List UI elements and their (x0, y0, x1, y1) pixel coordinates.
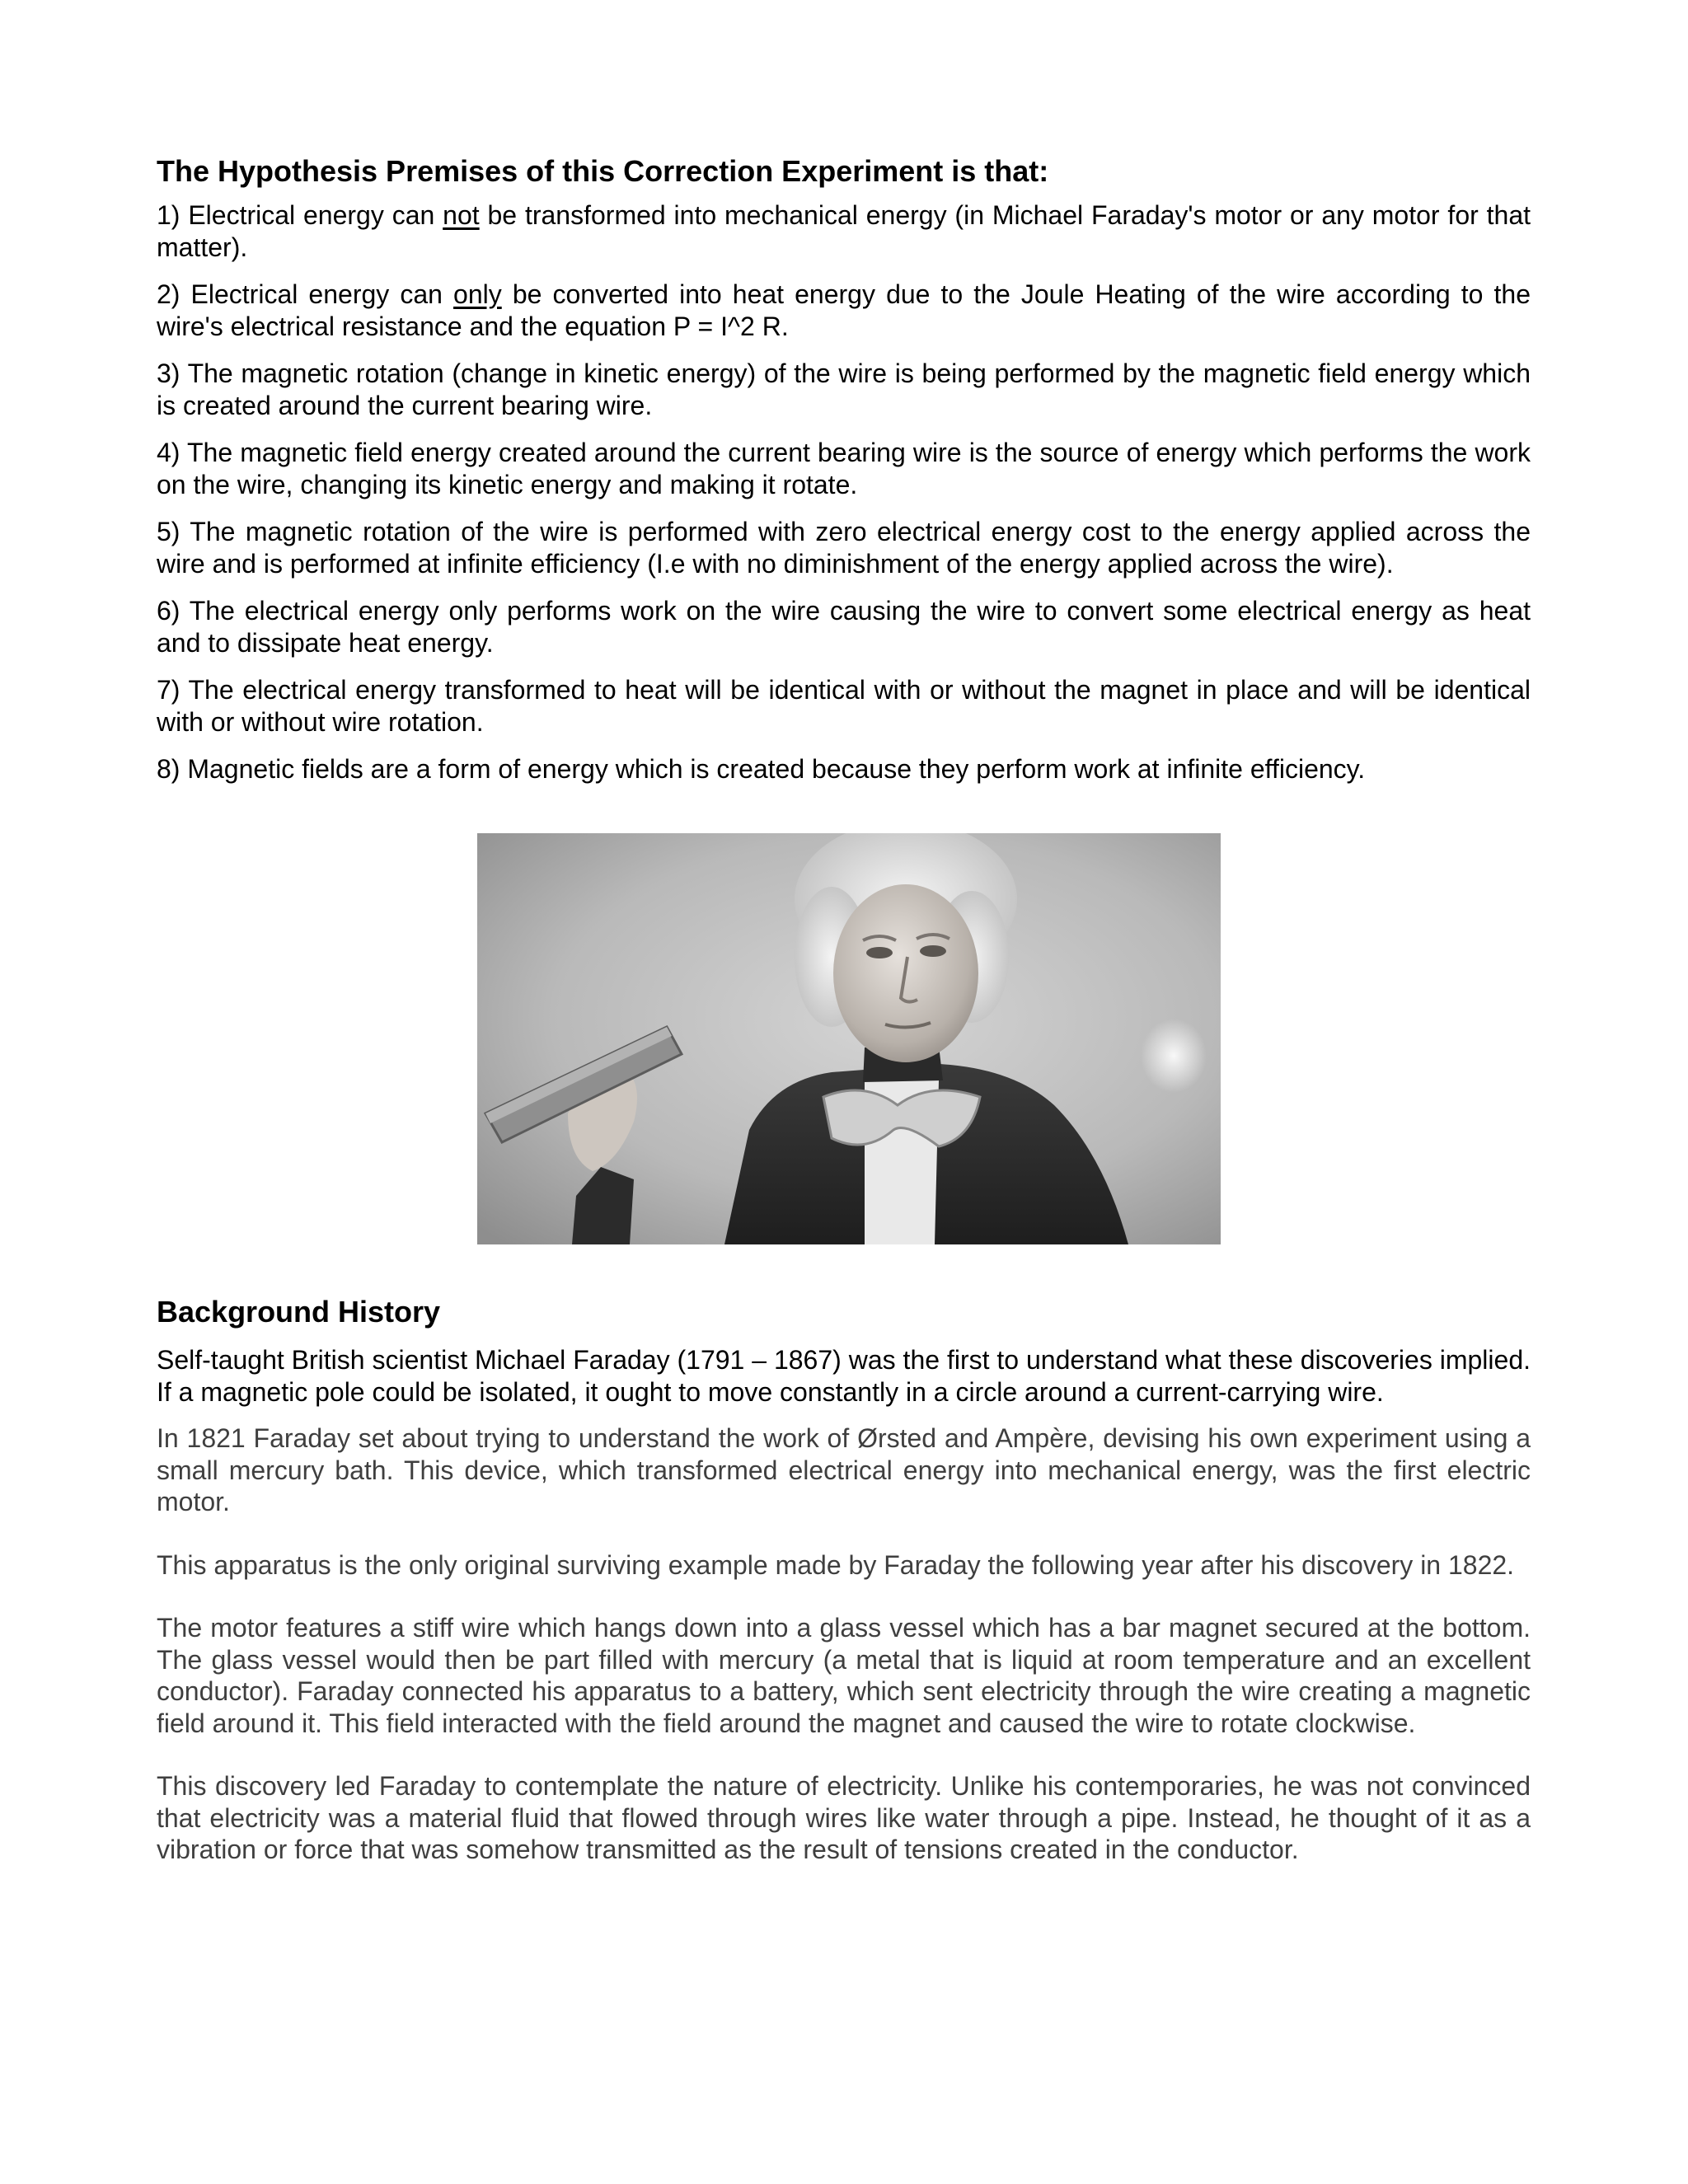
history-title: Background History (157, 1295, 441, 1329)
hypothesis-section (157, 153, 1531, 785)
history-paragraph-4: This discovery led Faraday to contemplate the nature of electricity. Unlike his contemporaries, he was not convinced that electricity was a material fluid that flowed through wires like water through a pipe. Instead, he thought of it as a vibration or force that was somehow transmitted as the result of tensions created in the conductor. (157, 1771, 1531, 1864)
premise-2 (157, 279, 1531, 342)
premise-8: 8) Magnetic fields are a form of energy which is created because they perform work at infinite efficiency. (157, 754, 1366, 784)
history-paragraph-3: The motor features a stiff wire which hangs down into a glass vessel which has a bar magnet secured at the bottom. The glass vessel would then be part filled with mercury (a metal that is liquid at room temperature and an excellent conductor). Faraday connected his apparatus to a battery, which sent electricity through the wire creating a magnetic field around it. This field interacted with the field around the magnet and caused the wire to rotate clockwise. (157, 1613, 1531, 1738)
history-paragraph-2: This apparatus is the only original surviving example made by Faraday the following year after his discovery in 1822. (157, 1549, 1515, 1580)
history-section (157, 1344, 1531, 1866)
premise-1-emphasis: not (443, 200, 480, 230)
premise-6: 6) The electrical energy only performs work on the wire causing the wire to convert some electrical energy as heat and to dissipate heat energy. (157, 596, 1531, 658)
portrait-photo-icon (477, 833, 1221, 1244)
premise-2-emphasis: only (453, 279, 502, 309)
faraday-portrait-photo (477, 833, 1221, 1244)
history-paragraph-1: In 1821 Faraday set about trying to understand the work of Ørsted and Ampère, devising his own experiment using a small mercury bath. This device, which transformed electrical energy into mechanical energy, was the first electric motor. (157, 1423, 1531, 1516)
premise-2-start: 2) Electrical energy can (157, 279, 454, 309)
premise-2-end: be converted into heat energy due to the Joule Heating of the wire according to the wire's electrical resistance and the equation P = I^2 R. (157, 279, 1531, 341)
hypothesis-title: The Hypothesis Premises of this Correction Experiment is that: (157, 154, 1049, 188)
premise-1-start: 1) Electrical energy can (157, 200, 443, 230)
premise-1 (157, 199, 1531, 263)
premise-4: 4) The magnetic field energy created around the current bearing wire is the source of energy which performs the work on the wire, changing its kinetic energy and making it rotate. (157, 438, 1531, 499)
premise-5: 5) The magnetic rotation of the wire is performed with zero electrical energy cost to the energy applied across the wire and is performed at infinite efficiency (I.e with no diminishment of the energy applied across the wire). (157, 517, 1531, 579)
premise-7: 7) The electrical energy transformed to heat will be identical with or without the magnet in place and will be identical with or without wire rotation. (157, 675, 1531, 737)
premise-3: 3) The magnetic rotation (change in kinetic energy) of the wire is being performed by the magnetic field energy which is created around the current bearing wire. (157, 359, 1531, 420)
history-intro: Self-taught British scientist Michael Faraday (1791 – 1867) was the first to understand what these discoveries implied. If a magnetic pole could be isolated, it ought to move constantly in a circle around a current-carrying wire. (157, 1345, 1531, 1407)
premise-1-end: be transformed into mechanical energy (in Michael Faraday's motor or any motor for that matter). (157, 200, 1531, 262)
